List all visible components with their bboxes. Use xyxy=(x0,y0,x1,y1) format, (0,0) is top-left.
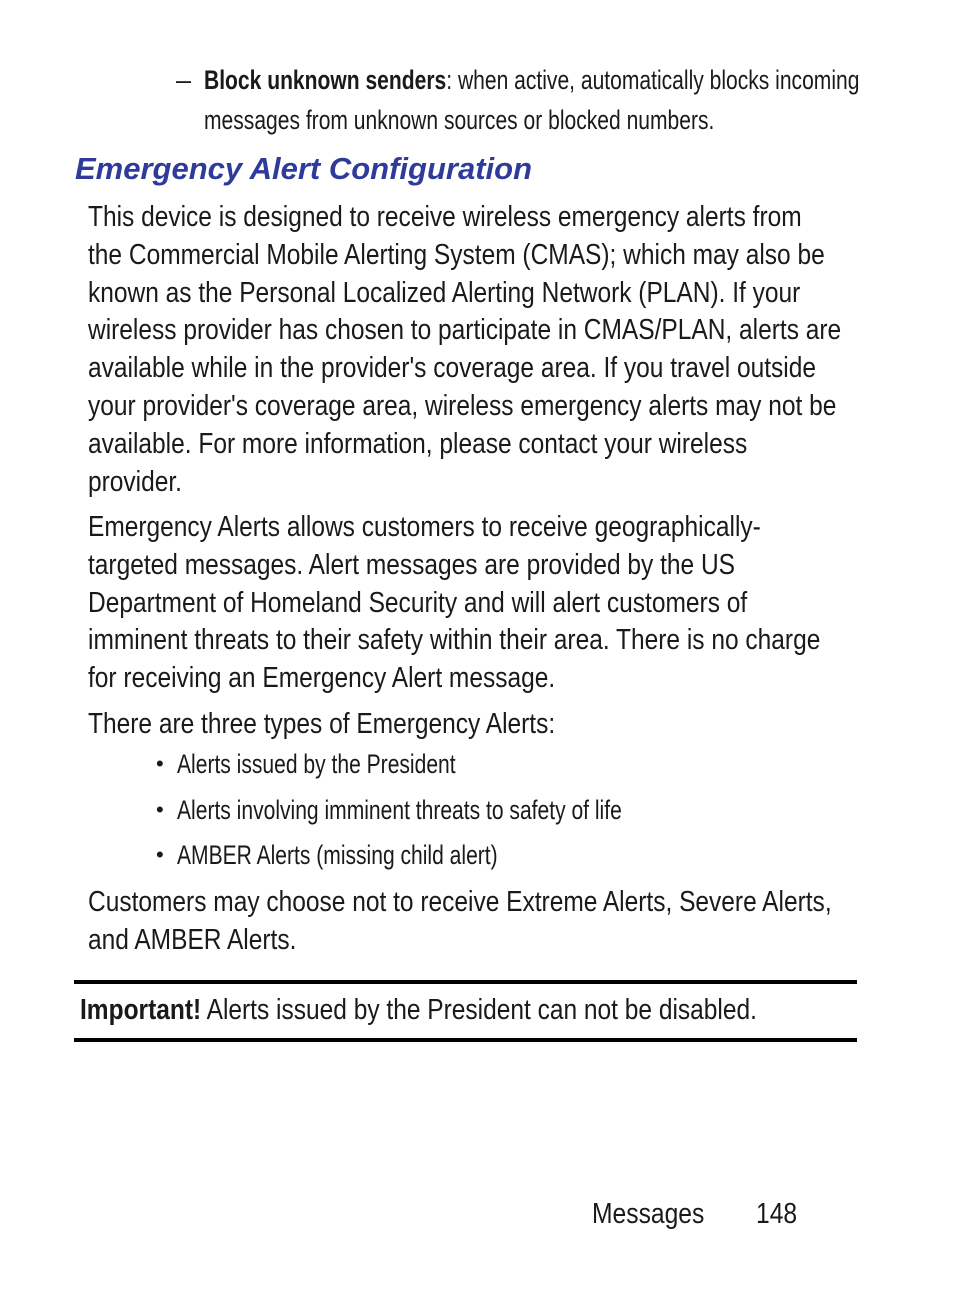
note-text: Alerts issued by the President can not be disabled. xyxy=(201,994,757,1026)
paragraph-opt-out xyxy=(88,884,832,960)
paragraph-line: for receiving an Emergency Alert message. xyxy=(88,662,556,695)
paragraph-cmas xyxy=(88,199,841,501)
paragraph-alert-types-intro xyxy=(88,706,555,744)
list-item-text: AMBER Alerts (missing child alert) xyxy=(177,840,498,870)
paragraph-emergency-alerts xyxy=(88,509,820,698)
paragraph-line: available while in the provider's coverage area. If you travel outside xyxy=(88,352,816,385)
note-label: Important! xyxy=(80,994,202,1026)
important-note xyxy=(80,990,757,1030)
sub-bullet-desc-2: messages from unknown sources or blocked numbers. xyxy=(204,105,715,135)
section-title: Emergency Alert Configuration xyxy=(75,151,533,186)
dash-bullet: – xyxy=(176,65,192,95)
paragraph-line: available. For more information, please contact your wireless xyxy=(88,427,748,460)
paragraph-line: provider. xyxy=(88,465,182,498)
bullet-dot-icon: • xyxy=(156,842,164,867)
paragraph-line: Emergency Alerts allows customers to receive geographically- xyxy=(88,511,761,543)
sub-bullet-term: Block unknown senders xyxy=(204,65,447,95)
bullet-dot-icon: • xyxy=(156,796,164,822)
page-number: 148 xyxy=(756,1198,798,1230)
paragraph-line: imminent threats to their safety within their area. There is no charge xyxy=(88,624,821,657)
paragraph-line: and AMBER Alerts. xyxy=(88,923,297,956)
paragraph-line: wireless provider has chosen to participate in CMAS/PLAN, alerts are xyxy=(88,314,842,347)
paragraph-line: targeted messages. Alert messages are provided by the US xyxy=(88,548,736,581)
list-item-text: Alerts issued by the President xyxy=(177,749,456,779)
footer-section-name: Messages xyxy=(592,1198,705,1230)
note-top-rule xyxy=(74,980,857,984)
list-item-text: Alerts involving imminent threats to safety of life xyxy=(177,794,622,825)
paragraph-line: known as the Personal Localized Alerting Network (PLAN). If your xyxy=(88,276,801,309)
paragraph-line: the Commercial Mobile Alerting System (CMAS); which may also be xyxy=(88,238,825,271)
paragraph-line: There are three types of Emergency Alerts: xyxy=(88,708,556,740)
paragraph-line: This device is designed to receive wireless emergency alerts from xyxy=(88,201,802,233)
note-bottom-rule xyxy=(74,1038,857,1042)
sub-bullet-line-1 xyxy=(204,60,859,100)
paragraph-line: Department of Homeland Security and will alert customers of xyxy=(88,586,748,619)
paragraph-line: Customers may choose not to receive Extreme Alerts, Severe Alerts, xyxy=(88,886,832,918)
sub-bullet-desc-1: : when active, automatically blocks incoming xyxy=(446,65,860,95)
paragraph-line: your provider's coverage area, wireless emergency alerts may not be xyxy=(88,389,837,422)
bullet-dot-icon: • xyxy=(156,751,164,776)
